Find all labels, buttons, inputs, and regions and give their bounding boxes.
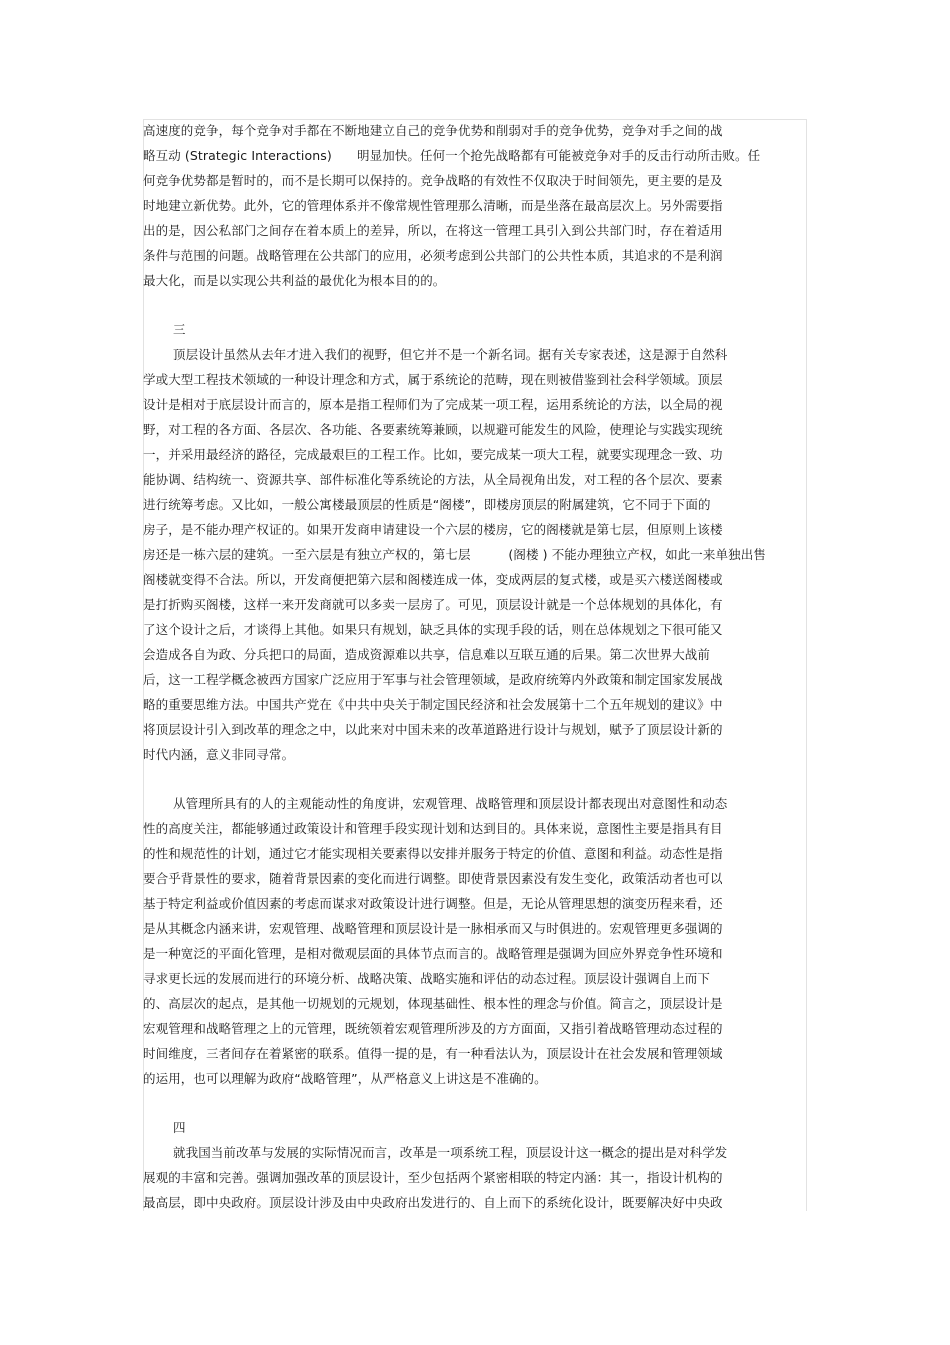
- text-line: 性的高度关注，都能够通过政策设计和管理手段实现计划和达到目的。具体来说，意图性主要是指具有目: [143, 821, 723, 836]
- text-line: 房子，是不能办理产权证的。如果开发商申请建设一个六层的楼房，它的阁楼就是第七层，但原则上该楼: [143, 522, 723, 537]
- text-line: 房还是一栋六层的建筑。一至六层是有独立产权的，第七层 (阁楼 ) 不能办理独立产权，如此一来单独出售: [143, 547, 766, 562]
- text-line: 一，并采用最经济的路径，完成最艰巨的工程工作。比如，要完成某一项大工程，就要实现理念一致、功: [143, 447, 723, 462]
- text-line: 条件与范围的问题。战略管理在公共部门的应用，必须考虑到公共部门的公共性本质，其追求的不是利润: [143, 248, 723, 263]
- text-line: 的性和规范性的计划，通过它才能实现相关要素得以安排并服务于特定的价值、意图和利益。动态性是指: [143, 846, 723, 861]
- section-heading-3: 三: [173, 322, 186, 337]
- text-line: 顶层设计虽然从去年才进入我们的视野，但它并不是一个新名词。据有关专家表述，这是源于自然科: [173, 347, 728, 362]
- text-line: 高速度的竞争，每个竞争对手都在不断地建立自己的竞争优势和削弱对手的竞争优势，竞争对手之间的战: [143, 123, 723, 138]
- text-line: 阁楼就变得不合法。所以，开发商便把第六层和阁楼连成一体，变成两层的复式楼，或是买六楼送阁楼或: [143, 572, 723, 587]
- text-line: 学或大型工程技术领域的一种设计理念和方式，属于系统论的范畴，现在则被借鉴到社会科学领域。顶层: [143, 372, 723, 387]
- text-line: 的、高层次的起点，是其他一切规划的元规划，体现基础性、根本性的理念与价值。简言之，顶层设计是: [143, 996, 723, 1011]
- text-line: 略的重要思维方法。中国共产党在《中共中央关于制定国民经济和社会发展第十二个五年规划的建议》中: [143, 697, 723, 712]
- text-line: 将顶层设计引入到改革的理念之中，以此来对中国未来的改革道路进行设计与规划，赋予了顶层设计新的: [143, 722, 723, 737]
- page-frame-right-border: [806, 119, 807, 1211]
- text-line: 是一种宽泛的平面化管理，是相对微观层面的具体节点而言的。战略管理是强调为回应外界竞争性环境和: [143, 946, 723, 961]
- text-line: 略互动 (Strategic Interactions) 明显加快。任何一个抢先战略都有可能被竞争对手的反击行动所击败。任: [143, 148, 761, 163]
- text-line: 能协调、结构统一、资源共享、部件标准化等系统论的方法，从全局视角出发，对工程的各个层次、要素: [143, 472, 723, 487]
- text-line: 基于特定利益或价值因素的考虑而谋求对政策设计进行调整。但是，无论从管理思想的演变历程来看，还: [143, 896, 723, 911]
- text-line: 出的是，因公私部门之间存在着本质上的差异，所以，在将这一管理工具引入到公共部门时，存在着适用: [143, 223, 723, 238]
- section-heading-4: 四: [173, 1120, 186, 1135]
- text-line: 展观的丰富和完善。强调加强改革的顶层设计，至少包括两个紧密相联的特定内涵：其一，指设计机构的: [143, 1170, 723, 1185]
- page-frame-top-border: [143, 119, 807, 120]
- text-line: 后，这一工程学概念被西方国家广泛应用于军事与社会管理领域，是政府统筹内外政策和制定国家发展战: [143, 672, 723, 687]
- text-line: 是从其概念内涵来讲，宏观管理、战略管理和顶层设计是一脉相承而又与时俱进的。宏观管理更多强调的: [143, 921, 723, 936]
- text-line: 时间维度，三者间存在着紧密的联系。值得一提的是，有一种看法认为，顶层设计在社会发展和管理领域: [143, 1046, 723, 1061]
- text-line: 最高层，即中央政府。顶层设计涉及由中央政府出发进行的、自上而下的系统化设计，既要解决好中央政: [143, 1195, 723, 1210]
- text-line: 要合乎背景性的要求，随着背景因素的变化而进行调整。即使背景因素没有发生变化，政策活动者也可以: [143, 871, 723, 886]
- text-line: 最大化，而是以实现公共利益的最优化为根本目的的。: [143, 273, 446, 288]
- text-line: 从管理所具有的人的主观能动性的角度讲，宏观管理、战略管理和顶层设计都表现出对意图性和动态: [173, 796, 728, 811]
- text-line: 是打折购买阁楼，这样一来开发商就可以多卖一层房了。可见，顶层设计就是一个总体规划的具体化，有: [143, 597, 723, 612]
- text-line: 何竞争优势都是暂时的，而不是长期可以保持的。竞争战略的有效性不仅取决于时间领先，更主要的是及: [143, 173, 723, 188]
- text-line: 就我国当前改革与发展的实际情况而言，改革是一项系统工程，顶层设计这一概念的提出是对科学发: [173, 1145, 728, 1160]
- text-line: 的运用，也可以理解为政府“战略管理”，从严格意义上讲这是不准确的。: [143, 1071, 547, 1086]
- text-line: 时地建立新优势。此外，它的管理体系并不像常规性管理那么清晰，而是坐落在最高层次上。另外需要指: [143, 198, 723, 213]
- text-line: 时代内涵，意义非同寻常。: [143, 747, 295, 762]
- text-line: 宏观管理和战略管理之上的元管理，既统领着宏观管理所涉及的方方面面，又指引着战略管理动态过程的: [143, 1021, 723, 1036]
- text-line: 野，对工程的各方面、各层次、各功能、各要素统筹兼顾，以规避可能发生的风险，使理论与实践实现统: [143, 422, 723, 437]
- text-line: 进行统筹考虑。又比如，一般公寓楼最顶层的性质是“阁楼”，即楼房顶层的附属建筑，它不同于下面的: [143, 497, 711, 512]
- text-line: 了这个设计之后，才谈得上其他。如果只有规划，缺乏具体的实现手段的话，则在总体规划之下很可能又: [143, 622, 723, 637]
- text-line: 会造成各自为政、分兵把口的局面，造成资源难以共享，信息难以互联互通的后果。第二次世界大战前: [143, 647, 711, 662]
- text-line: 设计是相对于底层设计而言的，原本是指工程师们为了完成某一项工程，运用系统论的方法，以全局的视: [143, 397, 723, 412]
- text-line: 寻求更长远的发展而进行的环境分析、战略决策、战略实施和评估的动态过程。顶层设计强调自上而下: [143, 971, 711, 986]
